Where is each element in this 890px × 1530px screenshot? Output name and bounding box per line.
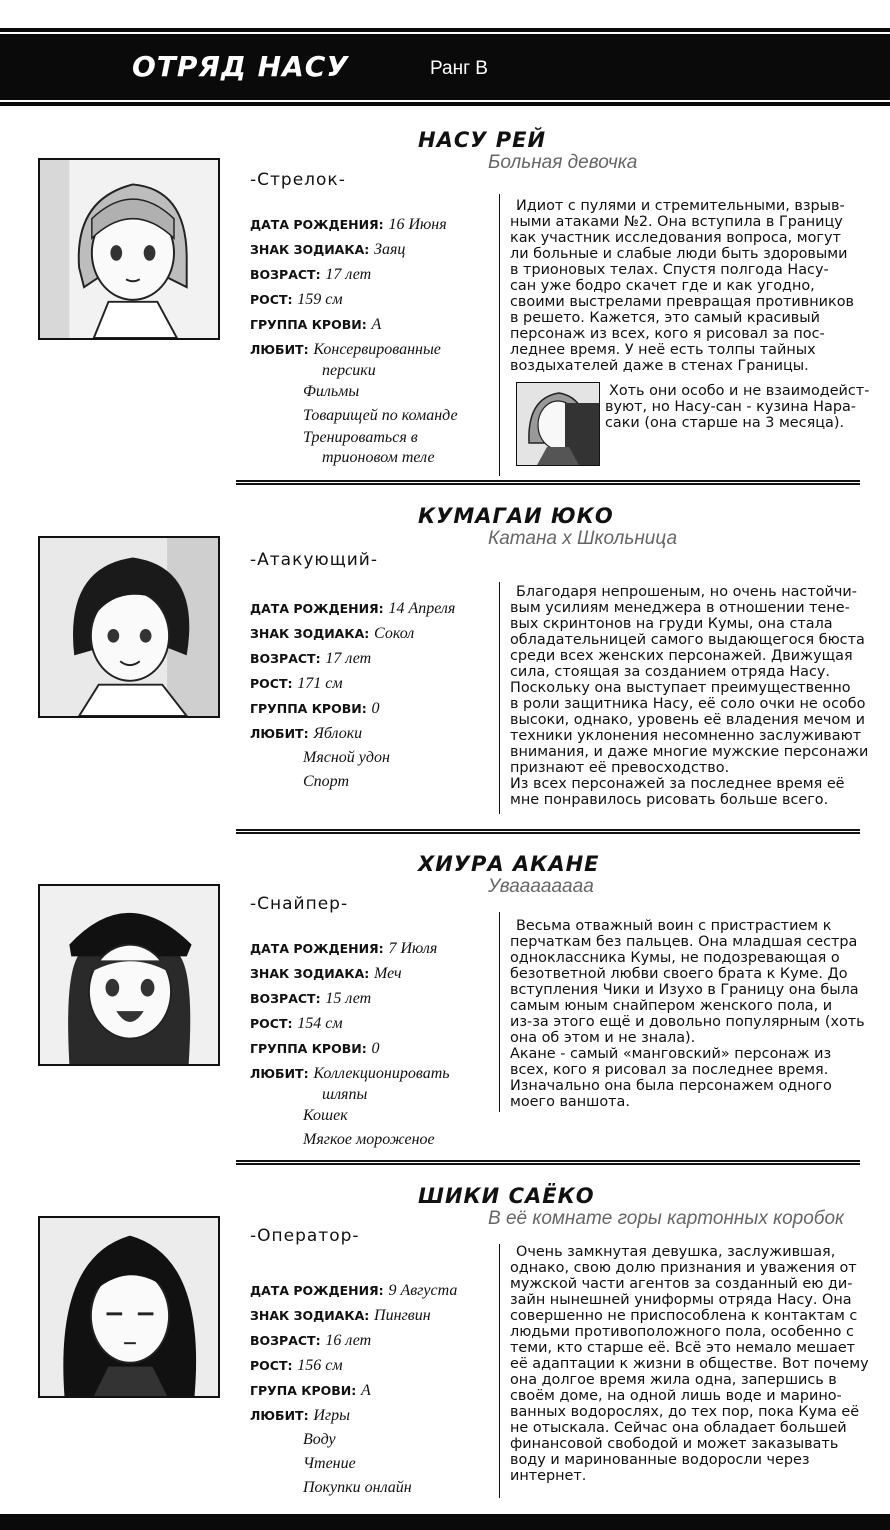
stat-zodiac: ЗНАК ЗОДИАКА: Заяц <box>250 241 406 258</box>
character-description: Весьма отважный воин с пристрастием к перчаткам без пальцев. Она младшая сестра одноклассника Кумы, не подозревающая о безответной любви своего брата к Куме. До вступления Чики и Изухо в Границу она была самым юным снайпером женского пола, и из-за этого ещё и довольно популярным (хоть она об этом и не знала). Акане - самый «манговский» персонаж из всех, кого я рисовал за последнее время. Изначально она была персонажем одного моего ваншота. <box>510 918 865 1110</box>
character-entry: КУМАГАИ ЮКО Катана х Школьница -Атакующий- ДАТА РОЖДЕНИЯ: 14 Апреля ЗНАК ЗОДИАКА: Сокол ВОЗРАСТ: 17 лет РОСТ: 171 см ГРУППА КРОВИ: 0 ЛЮБИТ: Яблоки Мясной удон Спорт Благодаря непрошеным, но очень настойчи- вым усилиям менеджера в отношении тене- вых скринтонов на груди Кумы, она стала обладательницей самого выдающегося бюста среди всех женских персонажей. Движущая сила, стоящая за созданием отряда Насу. Поскольку она выступает преимущественно в роли защитника Насу, её соло очки не особо высоки, однако, уровень её владения мечом и техники уклонения несомненно заслуживают внимания, и даже многие мужские персонажи признают её превосходство. Из всех персонажей за последнее время её мне понравилось рисовать больше всего. <box>0 504 890 824</box>
column-divider <box>499 194 500 476</box>
character-description: Идиот с пулями и стремительными, взрыв- ными атаками №2. Она вступила в Границу как участник исследования вопроса, могут ли больные и слабые люди быть здоровыми в трионовых телах. Спустя полгода Насу- сан уже бодро скачет где и как угодно, своими выстрелами превращая противников в решето. Кажется, это самый красивый персонаж из всех, кого я рисовал за пос- леднее время. У неё есть толпы тайных воздыхателей даже в стенах Границы. <box>510 198 854 374</box>
like-item: Товарищей по команде <box>303 407 458 424</box>
stat-height: РОСТ: 171 см <box>250 675 343 692</box>
likes-list <box>250 1428 457 1500</box>
stat-birthday: ДАТА РОЖДЕНИЯ: 9 Августа <box>250 1282 458 1299</box>
stat-likes: ЛЮБИТ: Коллекционировать <box>250 1065 450 1082</box>
stat-age: ВОЗРАСТ: 15 лет <box>250 990 372 1007</box>
stat-age: ВОЗРАСТ: 17 лет <box>250 650 372 667</box>
like-item: Тренироваться в <box>303 429 418 446</box>
stat-blood: ГРУПА КРОВИ: А <box>250 1382 371 1399</box>
character-portrait <box>38 884 220 1066</box>
character-entry: ШИКИ САЁКО В её комнате горы картонных коробок -Оператор- ДАТА РОЖДЕНИЯ: 9 Августа ЗНАК ЗОДИАКА: Пингвин ВОЗРАСТ: 16 лет РОСТ: 156 см ГРУПА КРОВИ: А ЛЮБИТ: Игры Воду Чтение Покупки онлайн Очень замкнутая девушка, заслужившая, однако, свою долю признания и уважения от мужской части агентов за созданный ею ди- зайн нынешней униформы отряда Насу. Она совершенно не приспособлена к контактам с людьми противоположного пола, особенно с теми, кто старше её. Всё это немало мешает её адаптации к жизни в обществе. Вот почему она долгое время жила одна, запершись в своём доме, на одной лишь воде и марино- ванных водорослях, до тех пор, пока Кума её не отыскала. Сейчас она обладает большей финансовой свободой и может заказывать воду и маринованные водоросли через интернет. <box>0 1184 890 1504</box>
stat-age: ВОЗРАСТ: 16 лет <box>250 1332 372 1349</box>
likes-list <box>250 362 458 468</box>
header-banner <box>0 28 890 106</box>
character-portrait <box>38 158 220 340</box>
like-item: Воду <box>303 1431 336 1448</box>
character-entry: НАСУ РЕЙ Больная девочка -Стрелок- ДАТА РОЖДЕНИЯ: 16 Июня ЗНАК ЗОДИАКА: Заяц ВОЗРАСТ: 17 лет РОСТ: 159 см ГРУППА КРОВИ: А ЛЮБИТ: Консервированные персики Фильмы Товарищей по команде Тренироваться в трионовом теле Идиот с пулями и стремительными, взрыв- ными атаками №2. Она вступила в Границу как участник исследования вопроса, могут ли больные и слабые люди быть здоровыми в трионовых телах. Спустя полгода Насу- сан уже бодро скачет где и как угодно, своими выстрелами превращая противников в решето. Кажется, это самый красивый персонаж из всех, кого я рисовал за пос- леднее время. У неё есть толпы тайных воздыхателей даже в стенах Границы. <box>0 128 890 488</box>
stat-likes: ЛЮБИТ: Игры <box>250 1407 350 1424</box>
character-stats <box>250 1278 457 1500</box>
character-stats <box>250 936 450 1152</box>
stat-blood: ГРУППА КРОВИ: А <box>250 316 382 333</box>
character-role: -Оператор- <box>250 1226 360 1246</box>
stat-likes: ЛЮБИТ: Консервированные <box>250 341 441 358</box>
stat-birthday: ДАТА РОЖДЕНИЯ: 7 Июля <box>250 940 438 957</box>
entry-separator <box>236 480 860 485</box>
character-stats <box>250 596 455 794</box>
character-role: -Снайпер- <box>250 894 349 914</box>
character-entry: ХИУРА АКАНЕ Уваааааааа -Снайпер- ДАТА РОЖДЕНИЯ: 7 Июля ЗНАК ЗОДИАКА: Меч ВОЗРАСТ: 15 лет РОСТ: 154 см ГРУППА КРОВИ: 0 ЛЮБИТ: Коллекционировать шляпы Кошек Мягкое мороженое Весьма отважный воин с пристрастием к перчаткам без пальцев. Она младшая сестра одноклассника Кумы, не подозревающая о безответной любви своего брата к Куме. До вступления Чики и Изухо в Границу она была самым юным снайпером женского пола, и из-за этого ещё и довольно популярным (хоть она об этом и не знала). Акане - самый «манговский» персонаж из всех, кого я рисовал за последнее время. Изначально она была персонажем одного моего ваншота. <box>0 852 890 1162</box>
like-item: Фильмы <box>303 383 360 400</box>
stat-blood: ГРУППА КРОВИ: 0 <box>250 1040 380 1057</box>
stat-height: РОСТ: 154 см <box>250 1015 343 1032</box>
stat-zodiac: ЗНАК ЗОДИАКА: Пингвин <box>250 1307 431 1324</box>
like-item: Чтение <box>303 1455 356 1472</box>
likes-list <box>250 746 455 794</box>
like-item: шляпы <box>322 1086 368 1103</box>
stat-height: РОСТ: 159 см <box>250 291 343 308</box>
column-divider <box>499 1244 500 1498</box>
character-subtitle: Больная девочка <box>488 152 638 173</box>
column-divider <box>499 582 500 814</box>
character-portrait <box>38 1216 220 1398</box>
character-stats <box>250 212 458 468</box>
cousin-portrait-inset <box>516 382 600 466</box>
stat-height: РОСТ: 156 см <box>250 1357 343 1374</box>
like-item: Спорт <box>303 773 350 790</box>
stat-zodiac: ЗНАК ЗОДИАКА: Меч <box>250 965 402 982</box>
character-role: -Стрелок- <box>250 170 346 190</box>
likes-list <box>250 1086 450 1152</box>
squad-rank: Ранг B <box>430 58 488 79</box>
character-description: Благодаря непрошеным, но очень настойчи- вым усилиям менеджера в отношении тене- вых скринтонов на груди Кумы, она стала обладательницей самого выдающегося бюста среди всех женских персонажей. Движущая сила, стоящая за созданием отряда Насу. Поскольку она выступает преимущественно в роли защитника Насу, её соло очки не особо высоки, однако, уровень её владения мечом и техники уклонения несомненно заслуживают внимания, и даже многие мужские персонажи признают её превосходство. Из всех персонажей за последнее время её мне понравилось рисовать больше всего. <box>510 584 869 808</box>
banner-line-top <box>0 32 890 34</box>
stat-blood: ГРУППА КРОВИ: 0 <box>250 700 380 717</box>
like-item: трионовом теле <box>322 449 435 466</box>
stat-likes: ЛЮБИТ: Яблоки <box>250 725 363 742</box>
stat-zodiac: ЗНАК ЗОДИАКА: Сокол <box>250 625 415 642</box>
like-item: Мясной удон <box>303 749 390 766</box>
entry-separator <box>236 829 860 834</box>
character-role: -Атакующий- <box>250 550 378 570</box>
stat-birthday: ДАТА РОЖДЕНИЯ: 14 Апреля <box>250 600 456 617</box>
character-subtitle: Уваааааааа <box>488 876 594 897</box>
character-portrait <box>38 536 220 718</box>
like-item: Кошек <box>303 1107 348 1124</box>
like-item: Покупки онлайн <box>303 1479 412 1496</box>
character-description: Очень замкнутая девушка, заслужившая, однако, свою долю признания и уважения от мужской части агентов за созданный ею ди- зайн нынешней униформы отряда Насу. Она совершенно не приспособлена к контактам с людьми противоположного пола, особенно с теми, кто старше её. Всё это немало мешает её адаптации к жизни в обществе. Вот почему она долгое время жила одна, запершись в своём доме, на одной лишь воде и марино- ванных водорослях, до тех пор, пока Кума её не отыскала. Сейчас она обладает большей финансовой свободой и может заказывать воду и маринованные водоросли через интернет. <box>510 1244 869 1484</box>
character-note: Хоть они особо и не взаимодейст- вуют, но Насу-сан - кузина Нара- саки (она старше на 3 месяца). <box>605 383 870 431</box>
entry-separator <box>236 1160 860 1165</box>
character-subtitle: В её комнате горы картонных коробок <box>488 1208 845 1229</box>
column-divider <box>499 912 500 1112</box>
like-item: персики <box>322 362 376 379</box>
bottom-bar <box>0 1514 890 1530</box>
page-title: ОТРЯД НАСУ <box>132 50 349 83</box>
stat-birthday: ДАТА РОЖДЕНИЯ: 16 Июня <box>250 216 447 233</box>
like-item: Мягкое мороженое <box>303 1131 435 1148</box>
banner-line-bottom <box>0 100 890 102</box>
character-subtitle: Катана х Школьница <box>488 528 678 549</box>
stat-age: ВОЗРАСТ: 17 лет <box>250 266 372 283</box>
